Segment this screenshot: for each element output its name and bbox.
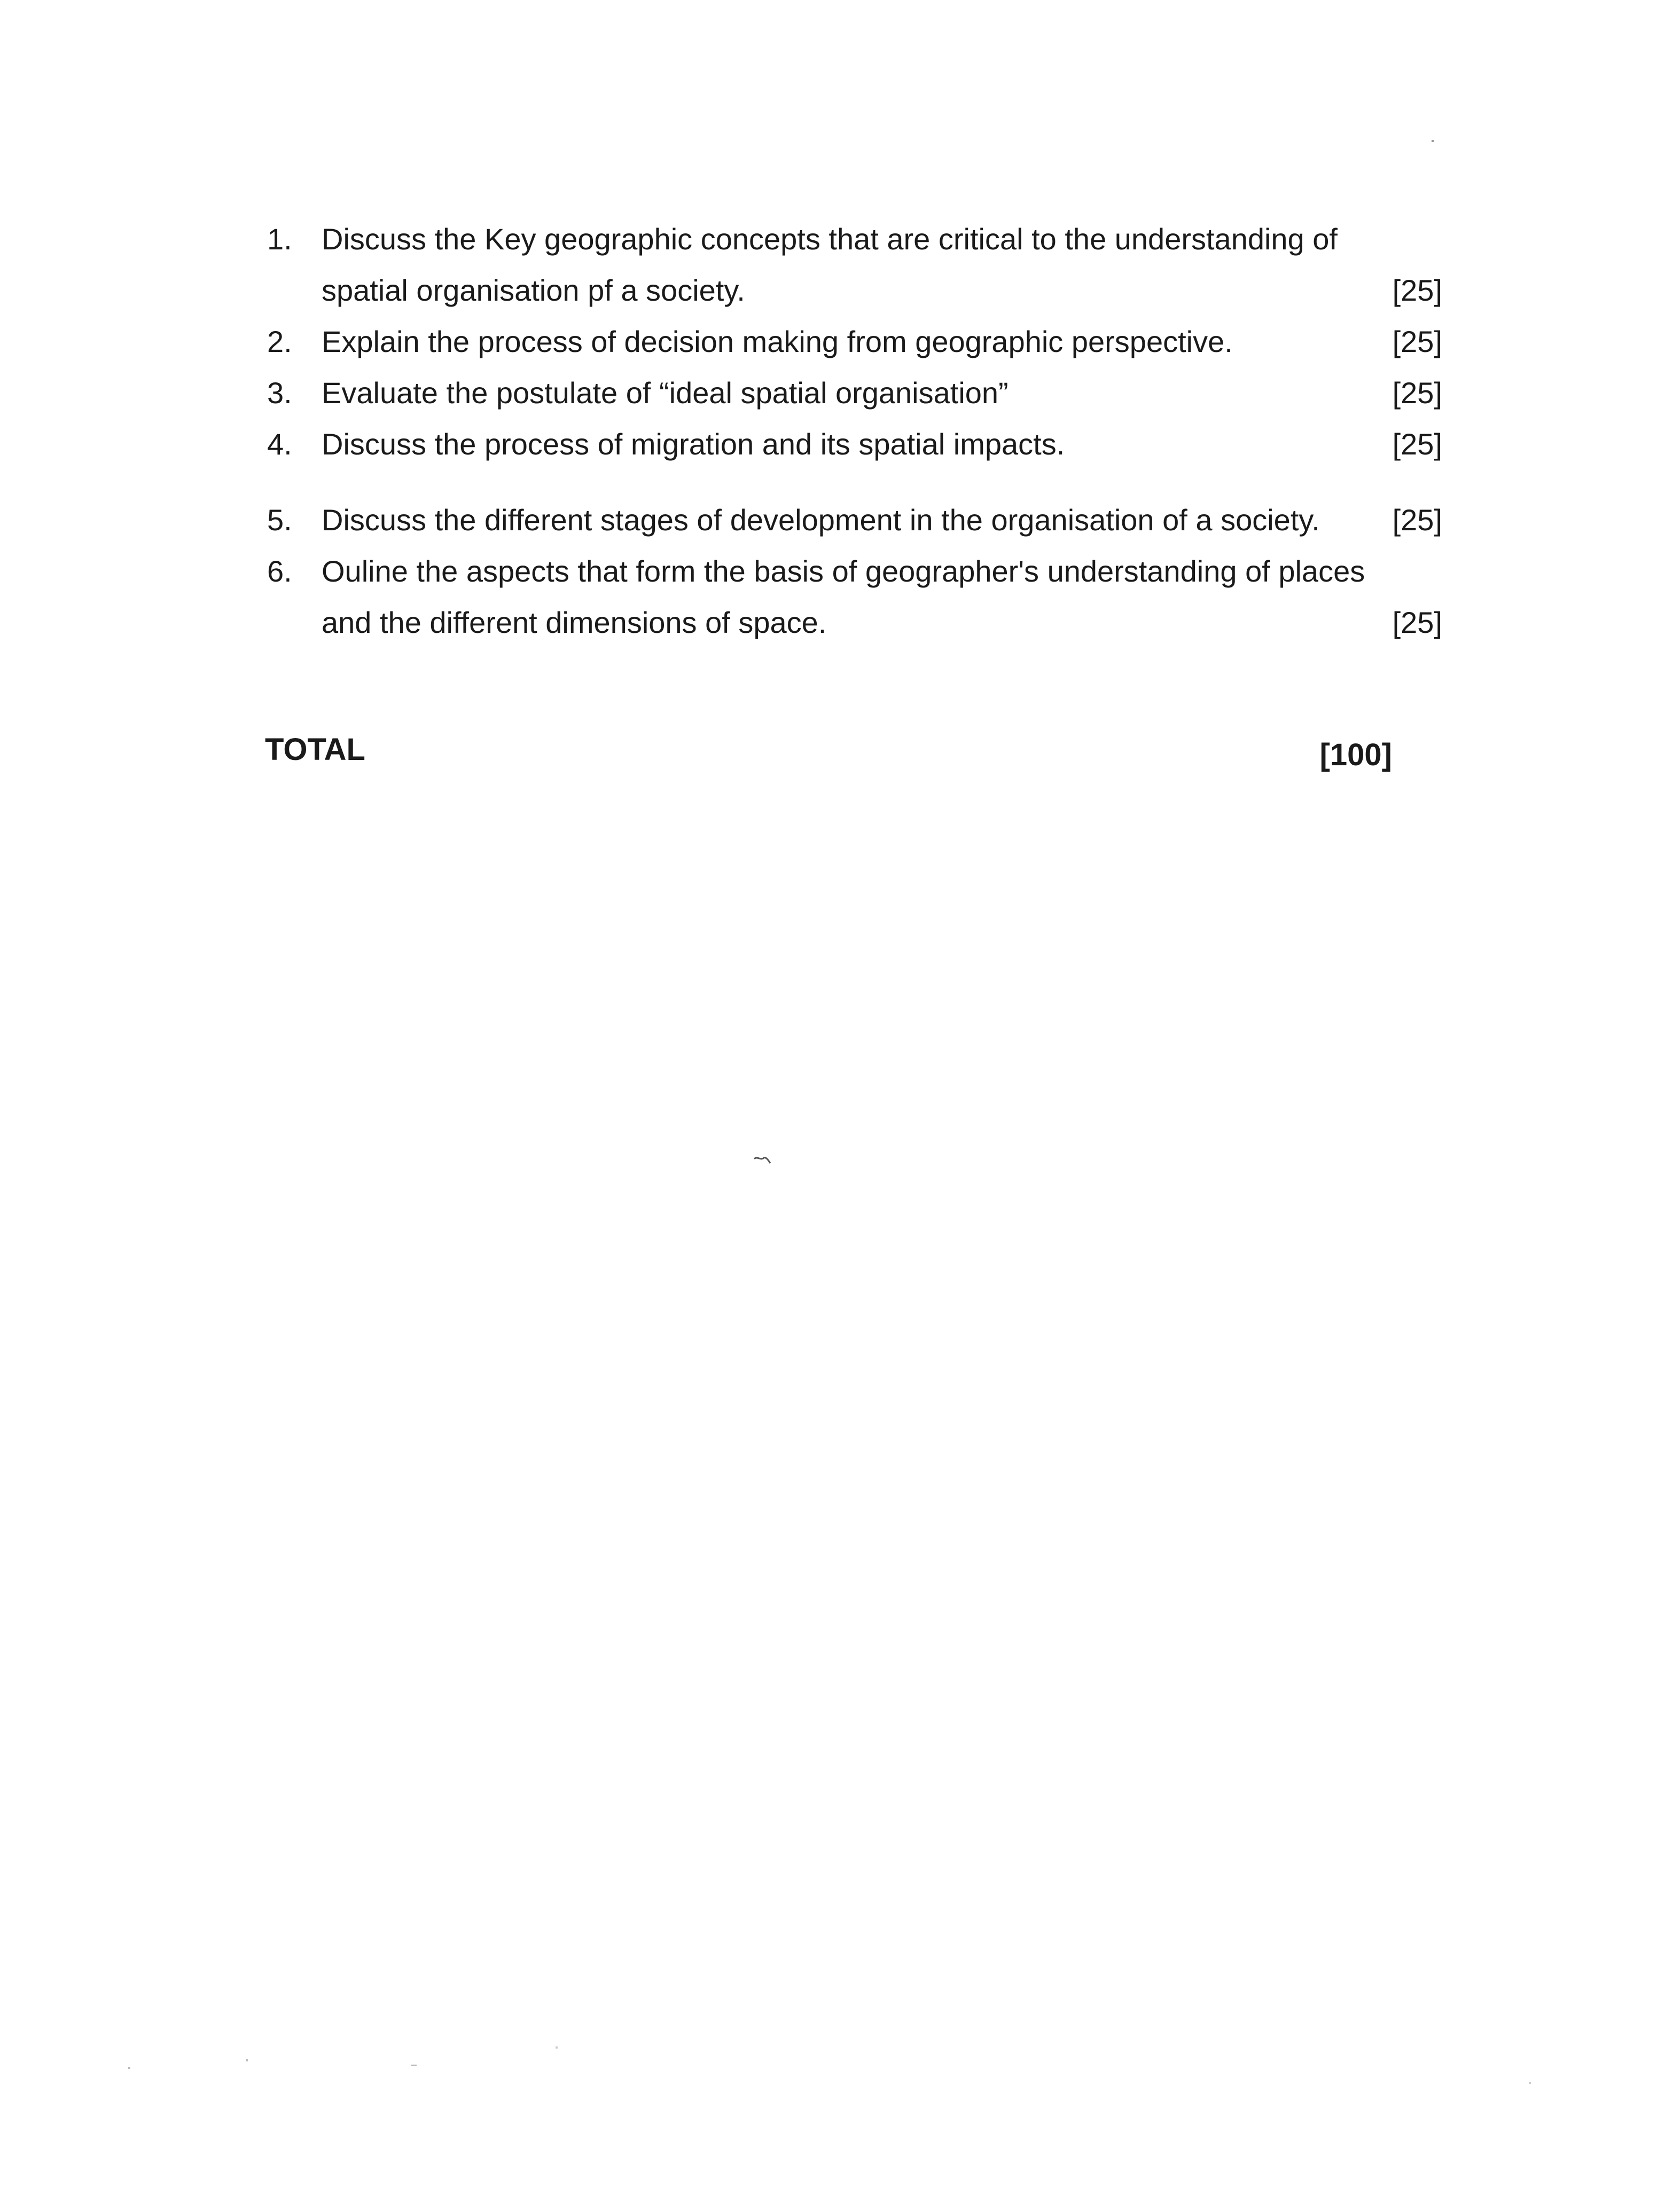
total-label: TOTAL — [265, 732, 365, 767]
scan-speck — [246, 2059, 248, 2061]
question-marks: [25] — [1392, 273, 1442, 307]
question-text: Discuss the Key geographic concepts that are critical to the understanding of spatial organisation pf a society. — [322, 222, 1338, 307]
question-marks: [25] — [1392, 503, 1442, 537]
question-number: 4. — [267, 427, 292, 461]
question-marks: [25] — [1392, 325, 1442, 358]
question-list — [267, 214, 1442, 648]
question-marks: [25] — [1392, 427, 1442, 461]
question-marks: [25] — [1392, 376, 1442, 410]
scan-speck — [1529, 2082, 1531, 2084]
scan-speck — [128, 2067, 130, 2069]
question-item — [267, 367, 1442, 419]
scan-speck — [411, 2065, 417, 2066]
question-text: Discuss the different stages of development in the organisation of a society. — [322, 503, 1320, 537]
question-item — [267, 419, 1442, 470]
scan-speck — [1432, 140, 1434, 142]
question-number: 3. — [267, 376, 292, 410]
question-number: 1. — [267, 222, 292, 256]
question-item — [267, 546, 1442, 648]
question-text: Discuss the process of migration and its spatial impacts. — [322, 427, 1065, 461]
question-number: 5. — [267, 503, 292, 537]
question-item — [267, 214, 1442, 316]
question-item — [267, 316, 1442, 367]
scan-speck — [556, 2046, 558, 2049]
total-marks: [100] — [1319, 738, 1392, 772]
question-marks: [25] — [1392, 606, 1442, 639]
question-item — [267, 495, 1442, 546]
question-text: Evaluate the postulate of “ideal spatial organisation” — [322, 376, 1009, 410]
question-number: 6. — [267, 554, 292, 588]
question-text: Ouline the aspects that form the basis of geographer's understanding of places and the different dimensions of space. — [322, 554, 1365, 639]
scan-mark — [752, 1154, 773, 1170]
question-text: Explain the process of decision making from geographic perspective. — [322, 325, 1233, 358]
question-number: 2. — [267, 325, 292, 358]
